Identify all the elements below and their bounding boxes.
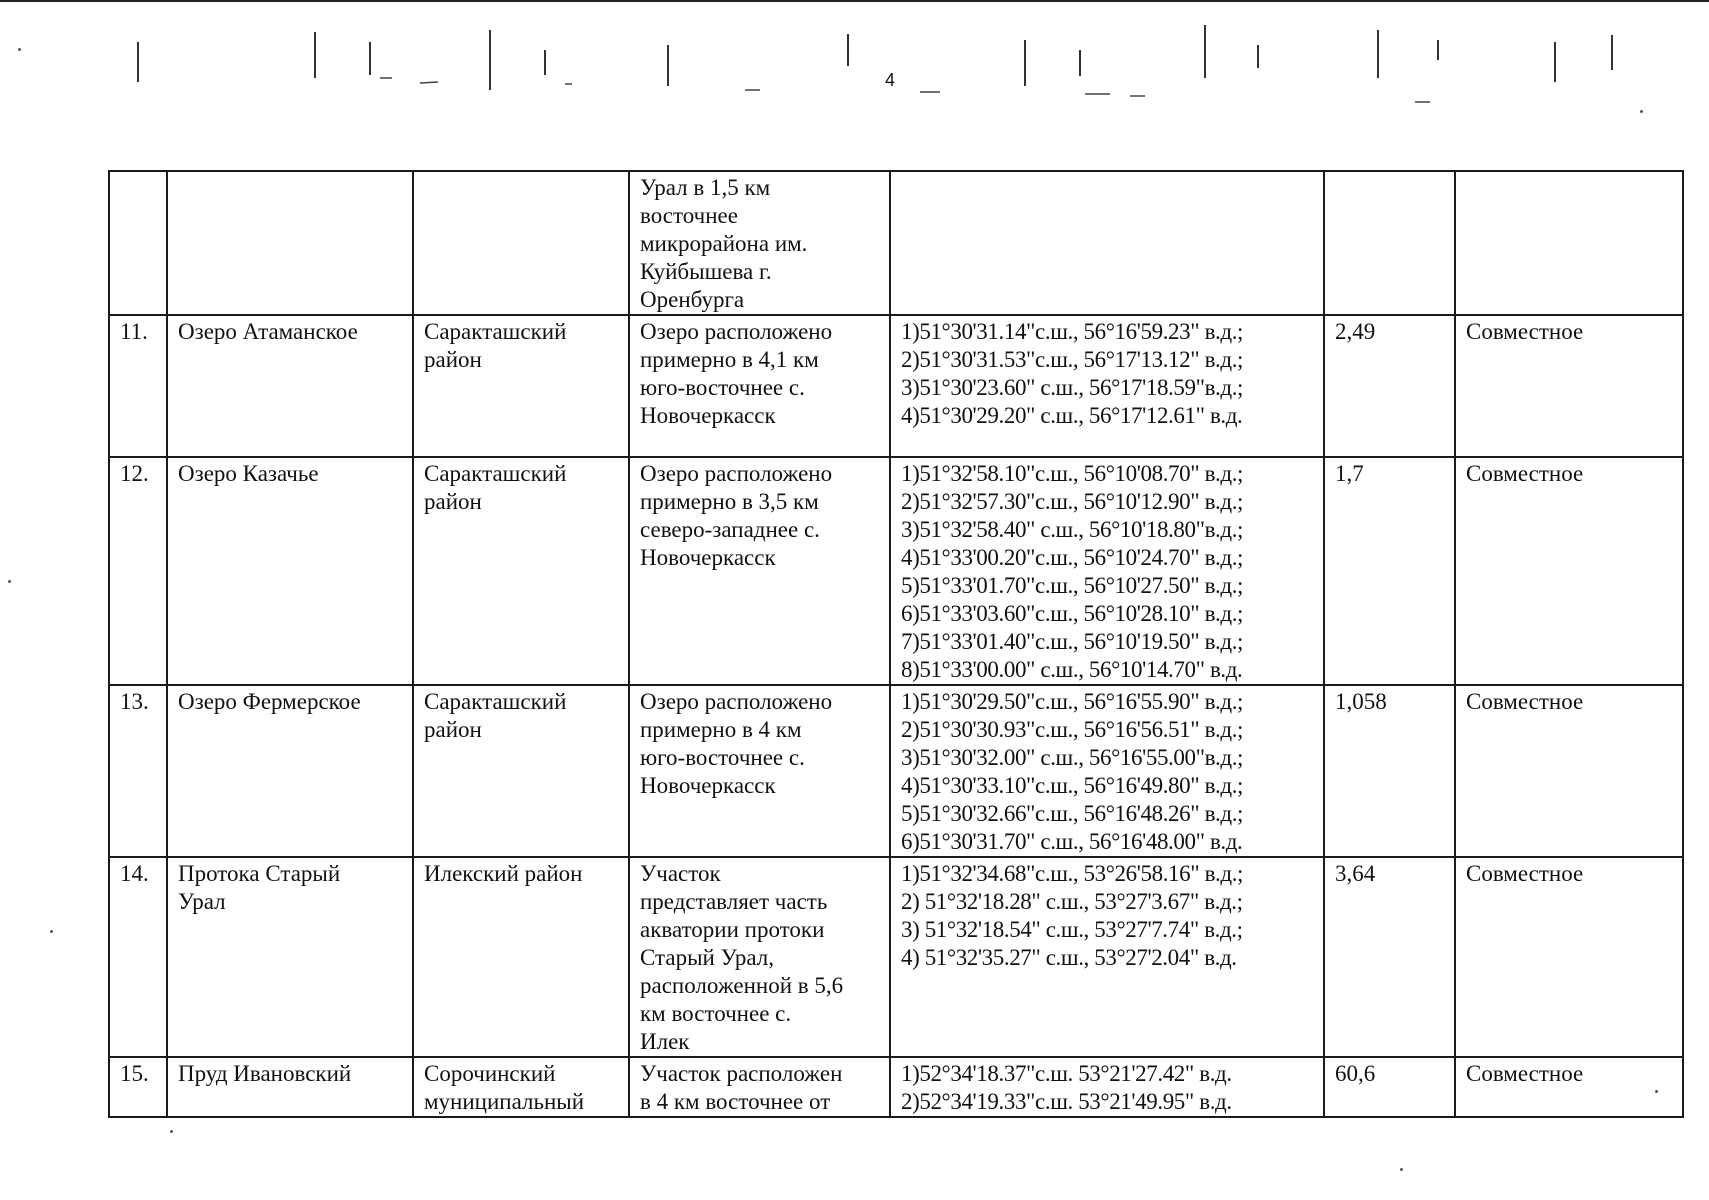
coordinate-line: 1)52°34'18.37"с.ш. 53°21'27.42" в.д. [901, 1061, 1232, 1086]
coordinate-line: 3)51°30'23.60" с.ш., 56°17'18.59"в.д.; [901, 375, 1244, 400]
area-cell: 60,6 [1324, 1057, 1455, 1117]
coordinates-cell [890, 457, 1324, 685]
usage-cell [1455, 171, 1683, 315]
description-line: юго-восточнее с. [640, 375, 805, 400]
description-line: примерно в 4,1 км [640, 347, 819, 372]
area-cell: 1,7 [1324, 457, 1455, 685]
district-cell [413, 457, 629, 685]
description-line: примерно в 3,5 км [640, 489, 819, 514]
water-body-name: Озеро Фермерское [178, 689, 361, 714]
district-line: муниципальный [424, 1089, 585, 1114]
coordinate-line: 4)51°33'00.20"с.ш., 56°10'24.70" в.д.; [901, 545, 1244, 570]
name-cell [167, 315, 413, 457]
coordinates-cell [890, 1057, 1324, 1117]
coordinates-cell [890, 171, 1324, 315]
description-cell [629, 685, 890, 857]
coordinate-line: 2)52°34'19.33"с.ш. 53°21'49.95" в.д. [901, 1089, 1232, 1114]
coordinate-line: 1)51°30'29.50"с.ш., 56°16'55.90" в.д.; [901, 689, 1244, 714]
name-cell [167, 1057, 413, 1117]
description-cell [629, 1057, 890, 1117]
description-cell [629, 315, 890, 457]
table-row [109, 857, 1683, 1057]
district-cell [413, 685, 629, 857]
scan-artifact-marks [0, 20, 1709, 120]
district-line: район [424, 717, 482, 742]
usage-cell: Совместное [1455, 685, 1683, 857]
coordinate-line: 1)51°32'34.68"с.ш., 53°26'58.16" в.д.; [901, 861, 1244, 886]
coordinate-line: 4)51°30'29.20" с.ш., 56°17'12.61" в.д. [901, 403, 1243, 428]
district-cell [413, 857, 629, 1057]
page-top-border [0, 0, 1709, 2]
row-number-cell [109, 171, 167, 315]
coordinate-line: 6)51°33'03.60"с.ш., 56°10'28.10" в.д.; [901, 601, 1244, 626]
scan-speck [8, 580, 11, 583]
district-cell [413, 315, 629, 457]
description-line: Озеро расположено [640, 689, 833, 714]
coordinate-line: 3)51°30'32.00" с.ш., 56°16'55.00"в.д.; [901, 745, 1244, 770]
description-line: Участок расположен [640, 1061, 843, 1086]
coordinates-cell [890, 685, 1324, 857]
table-row [109, 315, 1683, 457]
coordinate-line: 7)51°33'01.40"с.ш., 56°10'19.50" в.д.; [901, 629, 1244, 654]
description-line: юго-восточнее с. [640, 745, 805, 770]
usage-cell: Совместное [1455, 857, 1683, 1057]
table-row-continued [109, 171, 1683, 315]
coordinate-line: 5)51°30'32.66"с.ш., 56°16'48.26" в.д.; [901, 801, 1244, 826]
scan-speck [18, 48, 21, 51]
district-line: Илекский район [424, 861, 583, 886]
name-cell [167, 171, 413, 315]
coordinate-line: 3) 51°32'18.54" с.ш., 53°27'7.74" в.д.; [901, 917, 1243, 942]
description-line: расположенной в 5,6 [640, 973, 844, 998]
description-line: Урал в 1,5 км [640, 175, 771, 200]
name-cell [167, 857, 413, 1057]
area-cell [1324, 171, 1455, 315]
description-cell [629, 457, 890, 685]
district-cell [413, 171, 629, 315]
description-line: примерно в 4 км [640, 717, 802, 742]
description-line: Старый Урал, [640, 945, 774, 970]
description-line: Новочеркасск [640, 545, 776, 570]
row-number: 14. [109, 857, 167, 1057]
description-line: Новочеркасск [640, 773, 776, 798]
name-cell [167, 457, 413, 685]
district-cell [413, 1057, 629, 1117]
description-line: Оренбурга [640, 287, 745, 312]
name-cell [167, 685, 413, 857]
description-line: Илек [640, 1029, 690, 1054]
description-cell [629, 857, 890, 1057]
table-row [109, 685, 1683, 857]
description-line: Участок [640, 861, 721, 886]
coordinate-line: 4)51°30'33.10"с.ш., 56°16'49.80" в.д.; [901, 773, 1244, 798]
district-line: Сорочинский [424, 1061, 556, 1086]
row-number: 15. [109, 1057, 167, 1117]
row-number: 13. [109, 685, 167, 857]
water-bodies-table [108, 170, 1684, 1118]
district-line: район [424, 489, 482, 514]
coordinate-line: 1)51°30'31.14"с.ш., 56°16'59.23" в.д.; [901, 319, 1244, 344]
description-line: представляет часть [640, 889, 828, 914]
water-body-name: Озеро Атаманское [178, 319, 358, 344]
description-line: км восточнее с. [640, 1001, 792, 1026]
usage-cell: Совместное [1455, 1057, 1683, 1117]
description-line: северо-западнее с. [640, 517, 820, 542]
scan-speck [1640, 110, 1643, 113]
scan-speck [170, 1130, 173, 1133]
area-cell: 2,49 [1324, 315, 1455, 457]
row-number: 11. [109, 315, 167, 457]
coordinate-line: 2) 51°32'18.28" с.ш., 53°27'3.67" в.д.; [901, 889, 1243, 914]
area-cell: 3,64 [1324, 857, 1455, 1057]
description-cell [629, 171, 890, 315]
description-line: Новочеркасск [640, 403, 776, 428]
area-cell: 1,058 [1324, 685, 1455, 857]
district-line: Саракташский [424, 689, 567, 714]
scan-speck [50, 930, 53, 933]
water-body-name-line: Урал [178, 889, 226, 914]
water-body-name: Озеро Казачье [178, 461, 319, 486]
description-line: в 4 км восточнее от [640, 1089, 831, 1114]
table-row [109, 1057, 1683, 1117]
coordinate-line: 2)51°32'57.30"с.ш., 56°10'12.90" в.д.; [901, 489, 1244, 514]
coordinate-line: 1)51°32'58.10"с.ш., 56°10'08.70" в.д.; [901, 461, 1244, 486]
description-line: микрорайона им. [640, 231, 808, 256]
table-row [109, 457, 1683, 685]
coordinate-line: 2)51°30'30.93"с.ш., 56°16'56.51" в.д.; [901, 717, 1244, 742]
district-line: Саракташский [424, 319, 567, 344]
coordinate-line: 2)51°30'31.53"с.ш., 56°17'13.12" в.д.; [901, 347, 1244, 372]
description-line: Озеро расположено [640, 319, 833, 344]
row-number: 12. [109, 457, 167, 685]
page-number: 4 [885, 70, 896, 90]
water-body-name-line: Протока Старый [178, 861, 341, 886]
coordinate-line: 6)51°30'31.70" с.ш., 56°16'48.00" в.д. [901, 829, 1243, 854]
usage-cell: Совместное [1455, 457, 1683, 685]
coordinates-cell [890, 315, 1324, 457]
description-line: Озеро расположено [640, 461, 833, 486]
coordinates-cell [890, 857, 1324, 1057]
coordinate-line: 8)51°33'00.00" с.ш., 56°10'14.70" в.д. [901, 657, 1243, 682]
description-line: Куйбышева г. [640, 259, 772, 284]
coordinate-line: 3)51°32'58.40" с.ш., 56°10'18.80"в.д.; [901, 517, 1244, 542]
water-body-name: Пруд Ивановский [178, 1061, 352, 1086]
description-line: восточнее [640, 203, 738, 228]
scan-speck [1400, 1168, 1403, 1171]
usage-cell: Совместное [1455, 315, 1683, 457]
district-line: Саракташский [424, 461, 567, 486]
coordinate-line: 4) 51°32'35.27" с.ш., 53°27'2.04" в.д. [901, 945, 1237, 970]
coordinate-line: 5)51°33'01.70"с.ш., 56°10'27.50" в.д.; [901, 573, 1244, 598]
description-line: акватории протоки [640, 917, 825, 942]
district-line: район [424, 347, 482, 372]
